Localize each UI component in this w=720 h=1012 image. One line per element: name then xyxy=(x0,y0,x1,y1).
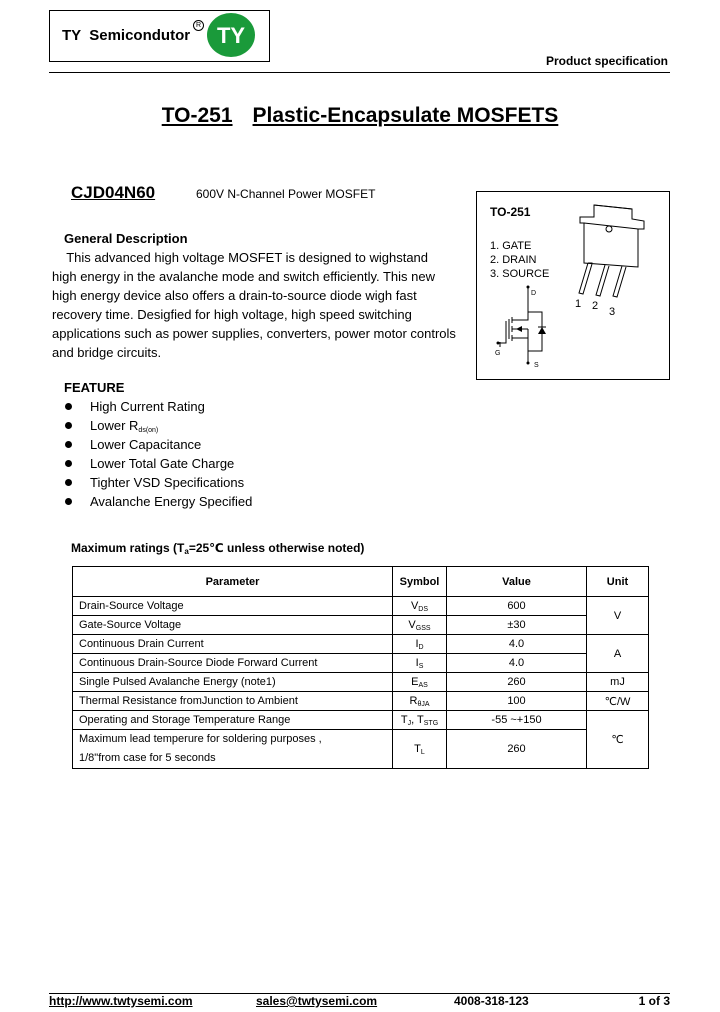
body-diode-icon xyxy=(538,327,546,334)
unit-thermal: ℃/W xyxy=(587,692,649,711)
footer-email-link[interactable]: sales@twtysemi.com xyxy=(256,994,378,1008)
package-title: TO-251 xyxy=(490,205,531,219)
package-drawing xyxy=(476,191,670,380)
pin-drain: 2. DRAIN xyxy=(490,254,537,266)
drain-label: D xyxy=(531,290,537,297)
desc-line: high energy device also offers a drain-to-source diode wigh fast xyxy=(52,288,417,303)
bullet-icon xyxy=(65,422,72,429)
desc-line: This advanced high voltage MOSFET is designed to wighstand xyxy=(52,250,429,265)
gate-label: G xyxy=(495,350,501,357)
bullet-icon xyxy=(65,460,72,467)
general-description-body xyxy=(52,248,472,362)
pin-gate: 1. GATE xyxy=(490,240,532,252)
table-row: Drain-Source Voltage VDS 600 V xyxy=(73,597,649,616)
page-number: 1 of 3 xyxy=(638,994,670,1008)
document-title xyxy=(0,104,720,128)
footer-url-link[interactable]: http://www.twtysemi.com xyxy=(49,994,193,1008)
footer-phone: 4008-318-123 xyxy=(454,994,529,1008)
general-description-title: General Description xyxy=(64,231,188,246)
part-subtitle: 600V N-Channel Power MOSFET xyxy=(196,187,376,201)
col-symbol: Symbol xyxy=(393,567,447,597)
table-row: Single Pulsed Avalanche Energy (note1) EAS 260 mJ xyxy=(73,673,649,692)
col-value: Value xyxy=(447,567,587,597)
table-row: Operating and Storage Temperature Range TJ, TSTG -55 ~+150 ℃ xyxy=(73,711,649,730)
ratings-table xyxy=(72,566,649,769)
table-header-row xyxy=(73,567,649,597)
product-spec-label: Product specification xyxy=(545,54,668,68)
desc-line: applications such as power supplies, converters, power motor controls xyxy=(52,326,456,341)
table-row: Thermal Resistance fromJunction to Ambient RθJA 100 ℃/W xyxy=(73,692,649,711)
mosfet-arrow-icon xyxy=(516,326,522,332)
feature-title: FEATURE xyxy=(64,380,125,395)
col-parameter: Parameter xyxy=(73,567,393,597)
ratings-title: Maximum ratings (Ta=25℃ unless otherwise noted) xyxy=(71,541,365,556)
to251-package-icon xyxy=(579,205,644,297)
bullet-icon xyxy=(65,403,72,410)
bullet-icon xyxy=(65,498,72,505)
lead-2-label: 2 xyxy=(592,300,599,312)
bullet-icon xyxy=(65,441,72,448)
lead-1-label: 1 xyxy=(575,298,582,310)
mosfet-schematic-icon xyxy=(498,287,546,363)
pin-source: 3. SOURCE xyxy=(490,268,550,280)
unit-energy: mJ xyxy=(587,673,649,692)
part-number: CJD04N60 xyxy=(71,183,156,202)
desc-line: and bridge circuits. xyxy=(52,345,162,360)
desc-line: recovery time. Desigfied for high voltage, high speed switching xyxy=(52,307,412,322)
bullet-icon xyxy=(65,479,72,486)
unit-temp: ℃ xyxy=(587,711,649,769)
unit-volts: V xyxy=(587,597,649,635)
source-label: S xyxy=(534,362,539,369)
table-row: Gate-Source Voltage VGSS ±30 xyxy=(73,616,649,635)
header-rule xyxy=(49,72,670,73)
table-row: Continuous Drain-Source Diode Forward Current IS 4.0 xyxy=(73,654,649,673)
logo-text: TY xyxy=(216,23,246,48)
table-row: Maximum lead temperure for soldering purposes , 1/8"from case for 5 seconds TL 260 xyxy=(73,730,649,769)
title-package: TO-251 xyxy=(161,104,233,127)
company-name: TY Semicondutor xyxy=(62,27,191,44)
title-family: Plastic-Encapsulate MOSFETS xyxy=(252,104,559,127)
registered-mark: R xyxy=(193,20,204,31)
lead-3-label: 3 xyxy=(609,306,616,318)
unit-amps: A xyxy=(587,635,649,673)
col-unit: Unit xyxy=(587,567,649,597)
desc-line: high energy in the avalanche mode and switch efficiently. This new xyxy=(52,269,436,284)
table-row: Continuous Drain Current ID 4.0 A xyxy=(73,635,649,654)
ty-logo-icon xyxy=(206,12,256,58)
